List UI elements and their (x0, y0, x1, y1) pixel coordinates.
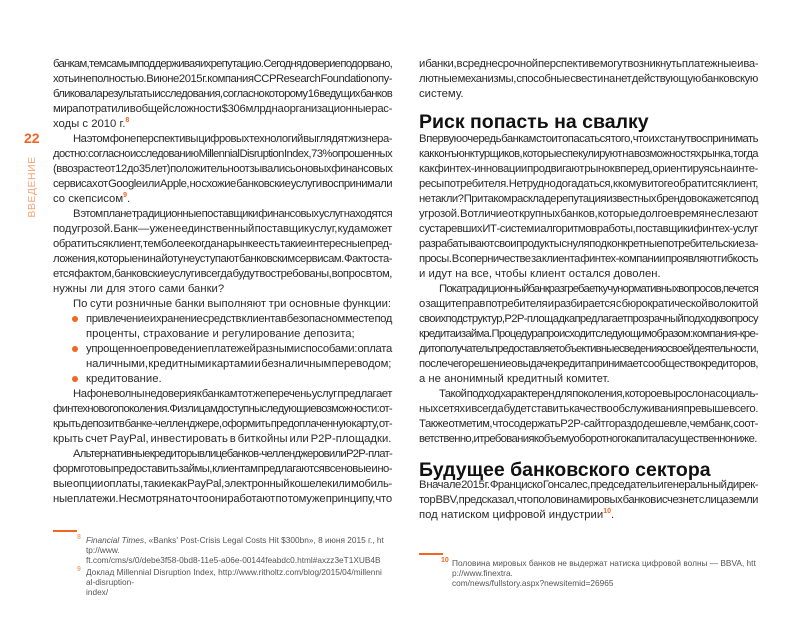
line-text: крыть депозит в банке-челленджере, оформить предоплаченную карту, от- (53, 417, 392, 430)
text-line (53, 417, 392, 432)
line-text: Такой подход характерен для поколения, которое выросло на социаль- (439, 387, 758, 400)
line-text: дитополучатель предоставляет объективные сведения о своей деятельности, (419, 342, 758, 355)
paragraph (53, 387, 392, 447)
bullet-icon (72, 316, 78, 322)
text-line (53, 237, 392, 252)
text-line (419, 72, 758, 87)
footnote-url: com/news/fullstory.aspx?newsitemid=26965 (452, 578, 614, 588)
left-footnotes (77, 534, 386, 599)
line-text: На этом фоне перспективы цифровых технологий выглядят жизнера- (73, 132, 392, 145)
bullet-item (53, 372, 392, 387)
line-text: крыть счет PayPal, инвестировать в биткойны или P2P-площадки. (53, 432, 392, 445)
text-line (419, 402, 758, 417)
section-heading: Будущее банковского сектора (419, 458, 711, 481)
footnote-9 (77, 566, 386, 597)
right-footnotes (441, 557, 762, 590)
line-text: ные платежи. Несмотря на то что они работают по тому же принципу, что (53, 492, 392, 505)
paragraph (419, 478, 758, 523)
bullet-icon (72, 376, 78, 382)
line-text: после чего решение о выдаче кредита принимает сообщество кредиторов, (419, 357, 758, 370)
text-line (53, 372, 392, 387)
line-text: кредитование. (86, 372, 162, 385)
text-line (53, 207, 392, 222)
bullet-item (53, 342, 392, 372)
line-text: и идут на все, чтобы клиент остался доволен. (419, 267, 661, 280)
line-text: хоть и не полностью. В июне 2015 г. компания CCP Research Foundation опу- (53, 72, 392, 85)
line-text: привлечение и хранение средств клиента в безопасном месте под (86, 312, 392, 325)
line-text: форм готовы предоставить займы, клиентам предлагаются все новые и но- (53, 462, 392, 475)
footnote-number: 10 (441, 557, 449, 564)
line-text: нужны ли для этого сами банки? (53, 282, 225, 295)
text-line (419, 57, 758, 72)
text-line (419, 267, 758, 282)
line-text: бликовала результаты исследования, согласно которому 16 ведущих банков (53, 87, 392, 100)
footnote-text: Доклад Millennial Disruption Index, http://www.ritholtz.com/blog/2015/04/millennial-disruption- (86, 567, 382, 587)
bullet-item (53, 312, 392, 342)
line-text: с устаревших ИТ-систем и алгоритмов работы, поставщики финтех-услуг (419, 222, 758, 235)
text-line (53, 162, 392, 177)
paragraph (419, 132, 758, 282)
text-line (53, 117, 392, 132)
line-text: а не анонимный кредитный комитет. (419, 372, 610, 385)
text-line (419, 342, 758, 357)
footnote-number: 8 (77, 534, 81, 541)
line-text: . (610, 508, 615, 521)
line-text: кредита и займа. Процедура происходит следующим образом: компания-кре- (419, 327, 758, 340)
text-line (419, 282, 758, 297)
text-line (419, 372, 758, 387)
bullet-icon (72, 346, 78, 352)
text-line (53, 132, 392, 147)
text-line (53, 282, 392, 297)
text-line (419, 432, 758, 447)
line-text: систему. (419, 87, 464, 100)
line-text: ходы с 2010 г. (53, 117, 126, 130)
text-line (53, 312, 392, 327)
line-text: Также отметим, что содержать P2P-сайт гораздо дешевле, чем банк, соот- (419, 417, 758, 430)
line-text: По сути розничные банки выполняют три основные функции: (73, 297, 392, 310)
footnote-text: Половина мировых банков не выдержат натиска цифровой волны — BBVA, http://www.finextra. (452, 558, 756, 578)
text-line (53, 327, 392, 342)
line-text: Альтернативные кредиторы в лице банков-челленджеров или P2P-плат- (73, 447, 392, 460)
text-line (419, 493, 758, 508)
page-number: 22 (24, 130, 40, 146)
text-line (53, 222, 392, 237)
line-text: финтех нового поколения. Физлицам доступны следующие возможности: от- (53, 402, 392, 415)
footnote-number: 9 (77, 566, 81, 573)
text-line (53, 462, 392, 477)
section-title: ВВЕДЕНИЕ (26, 156, 38, 218)
line-text: вые опции оплаты, такие как PayPal, электронный кошелек или мобиль- (53, 477, 392, 490)
text-line (53, 492, 392, 507)
line-text: разрабатывают свои продукты с нуля под конкретные потребительские за- (419, 237, 758, 250)
line-text: достно: согласно исследованию Millennial Disruption Index, 73% опрошенных (53, 147, 392, 160)
text-line (53, 432, 392, 447)
text-line (419, 417, 758, 432)
line-text: обратиться клиент, тем более когда на рынке есть такие интересные пред- (53, 237, 392, 250)
line-text: под угрозой. Банк — уже не единственный поставщик услуг, куда может (53, 222, 393, 235)
line-text: не так ли? При таком раскладе репутация известных брендов окажется под (419, 192, 758, 205)
text-line (53, 102, 392, 117)
paragraph (53, 132, 392, 207)
line-text: угрозой. В отличие от крупных банков, которые долгое время не слезают (419, 207, 758, 220)
text-line (419, 387, 758, 402)
line-text: В этом плане традиционные поставщики финансовых услуг находятся (73, 207, 392, 220)
text-line (53, 342, 392, 357)
paragraph (53, 297, 392, 312)
text-line (53, 267, 392, 282)
line-text: ресы потребителя. Нетрудно догадаться, к кому в итоге обратится клиент, (419, 177, 758, 190)
text-line (419, 132, 758, 147)
footnote-source: Financial Times (86, 535, 145, 545)
line-text: и банки, в среднесрочной перспективе могут возникнуть платежные и ва- (419, 57, 759, 70)
text-line (53, 72, 392, 87)
footnote-ref[interactable]: 9 (123, 191, 128, 199)
text-line (419, 297, 758, 312)
footnote-10 (441, 557, 762, 588)
text-line (53, 177, 392, 192)
footnote-ref[interactable]: 8 (125, 116, 130, 124)
text-line (419, 207, 758, 222)
line-text: лютные механизмы, способные свести на нет действующую банковскую (419, 72, 758, 85)
text-line (419, 87, 758, 102)
text-line (53, 87, 392, 102)
line-text: В первую очередь банкам стоит опасаться того, что их станут воспринимать (419, 132, 758, 145)
text-line (419, 222, 758, 237)
paragraph (53, 207, 392, 297)
line-text: как конъюнктурщиков, которые спекулируют на возможностях рынка, тогда (419, 147, 758, 160)
line-text: упрощенное проведение платежей разными способами: оплата (86, 342, 392, 355)
text-line (419, 327, 758, 342)
line-text: под натиском цифровой индустрии (419, 508, 604, 521)
line-text: ложения, которые ни на йоту не уступают банковским сервисам. Факт оста- (53, 252, 392, 265)
line-text: Пока традиционный банк разгребает кучу нормативных вопросов, печется (439, 282, 759, 295)
line-text: о защите прав потребителя и разбирается с бюрократической волокитой (419, 297, 758, 310)
text-line (53, 357, 392, 372)
line-text: ных сетях и всегда будет ставить качество обслуживания превыше всего. (419, 402, 758, 415)
line-text: . (127, 192, 131, 205)
text-line (419, 147, 758, 162)
section-heading: Риск попасть на свалку (419, 110, 649, 133)
line-text: (в возрасте от 12 до 35 лет) положительно отзывались о новых финансовых (53, 162, 393, 175)
line-text: просы. В соперничестве за клиента финтех-компании проявляют гибкость (419, 252, 758, 265)
text-line (419, 312, 758, 327)
text-line (53, 57, 392, 72)
line-text: наличными, кредитными картами и безналичным переводом; (86, 357, 392, 370)
text-line (53, 477, 392, 492)
footnote-rule (53, 530, 77, 532)
text-line (53, 147, 392, 162)
text-line (53, 297, 392, 312)
line-text: банкам, тем самым поддерживая их репутацию. Сегодня доверие подорвано, (53, 57, 392, 70)
text-line (419, 252, 758, 267)
line-text: тор BBV, предсказал, что половина мировых банков исчезнет с лица земли (419, 493, 758, 506)
text-line (419, 237, 758, 252)
paragraph (419, 57, 758, 102)
text-line (419, 177, 758, 192)
text-line (53, 402, 392, 417)
paragraph (53, 447, 392, 507)
right-column (419, 57, 758, 523)
footnote-url[interactable]: index/ (86, 587, 109, 597)
text-line (419, 192, 758, 207)
paragraph (419, 387, 758, 447)
text-line (419, 508, 758, 523)
paragraph (53, 57, 392, 132)
footnote-ref[interactable]: 10 (603, 507, 611, 515)
footnote-rule (419, 553, 443, 555)
text-line (419, 478, 758, 493)
line-text: На фоне волны недоверия к банкам тот же перечень услуг предлагает (73, 387, 392, 400)
line-text: со скепсисом (53, 192, 124, 205)
text-line (419, 357, 758, 372)
line-text: В начале 2015 г. Франциско Гонсалес, председатель и генеральный дирек- (419, 478, 758, 491)
text-line (53, 447, 392, 462)
line-text: ветственно, и требования к объему оборотного капитала существенно ниже. (419, 432, 757, 445)
line-text: мира потратили в общей сложности $306 млрд на организационные рас- (53, 102, 392, 115)
line-text: своих подструктур, P2P-площадка предлагает прозрачный подход к вопросу (419, 312, 759, 325)
footnote-text: , «Banks' Post-Crisis Legal Costs Hit $300bn», 8 июня 2015 г., http://www. (86, 535, 384, 555)
left-column (53, 57, 392, 507)
line-text: проценты, страхование и регулирование депозита; (86, 327, 355, 340)
footnote-8 (77, 534, 386, 565)
line-text: сервисах от Google или Apple, но схожие банковские услуги воспринимали (53, 177, 392, 190)
text-line (53, 252, 392, 267)
text-line (53, 192, 392, 207)
paragraph (419, 282, 758, 387)
text-line (419, 162, 758, 177)
line-text: как финтех-инновации продвигают рынок вперед, ориентируясь на инте- (419, 162, 758, 175)
footnote-url[interactable]: ft.com/cms/s/0/debe3f58-0bd8-11e5-a06e-00144feabdc0.html#axzz3eT1XUB4B (86, 555, 381, 565)
line-text: ется фактом, банковские услуги всегда будут востребованы, вопрос в том, (53, 267, 392, 280)
text-line (53, 387, 392, 402)
